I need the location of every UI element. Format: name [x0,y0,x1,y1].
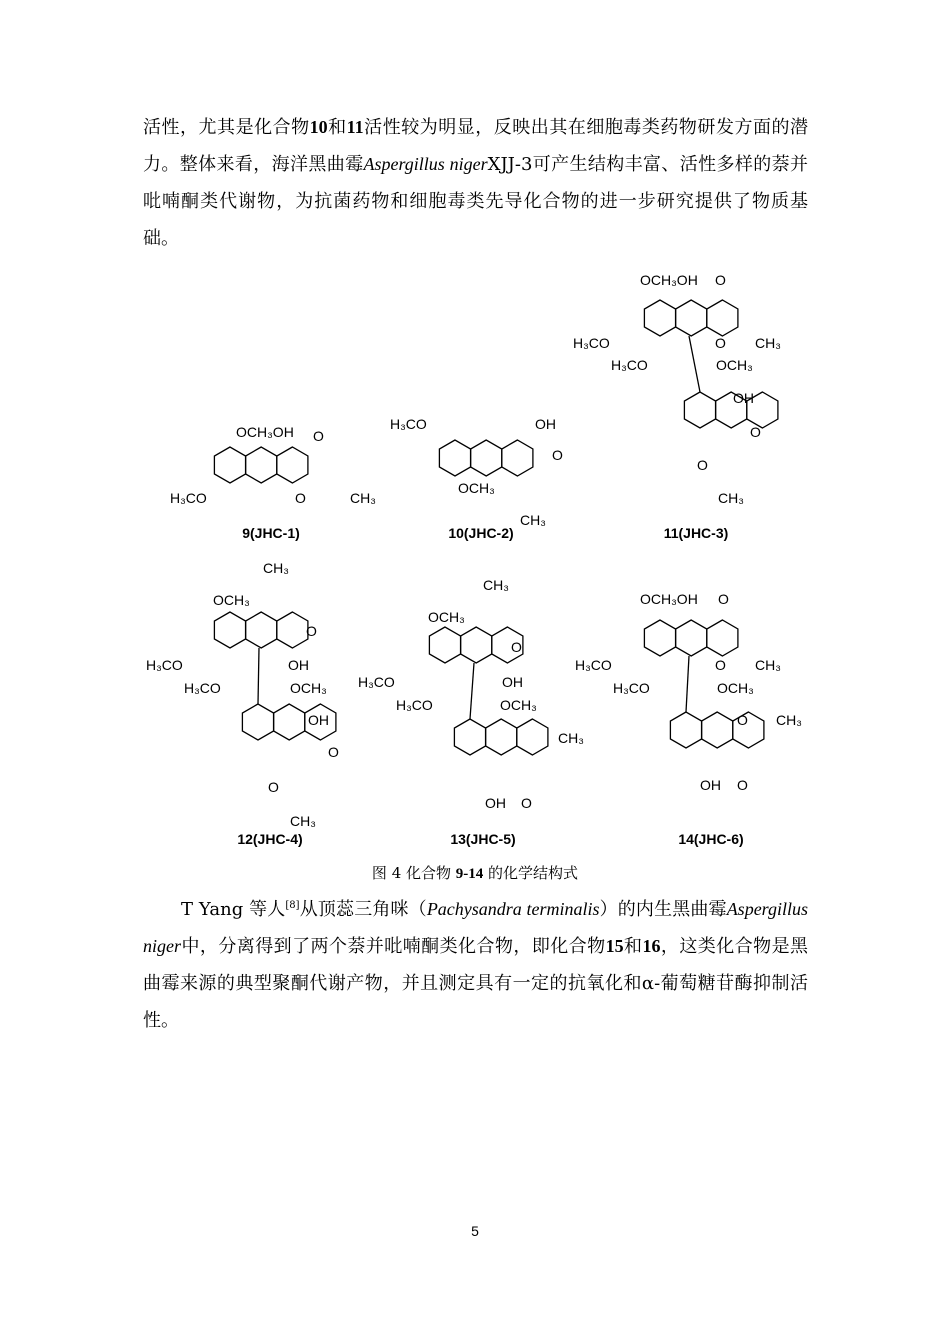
methoxy-label: H₃CO [390,416,427,432]
text-run: XJJ-3可产生结构丰富、活性多样的萘并吡喃酮类代谢物，为抗菌药物和细胞毒类先导化合物的进一步研究提供了物质基础。 [143,154,808,249]
methoxy-label: OCH₃ [716,357,753,373]
ring-oxygen-label: O [295,490,306,506]
ring [502,440,533,476]
methoxy-label: H₃CO [575,657,612,673]
ring-oxygen-label: O [715,657,726,673]
methoxy-label: H₃CO [184,680,221,696]
ring [214,447,245,483]
ring [429,627,460,663]
bond [470,663,474,719]
carbonyl-label: O [306,623,317,639]
compound-label-9: 9(JHC-1) [242,525,300,541]
text-run: 活性较为明显，反映出其在细胞毒类药物研发方面的潜力。整体来看，海洋黑曲霉 [143,117,809,175]
text-run: 活性，尤其是化合物 [143,117,310,138]
methoxy-hydroxy-label: OCH₃OH [640,591,698,607]
caption-prefix: 图 4 化合物 [371,864,456,882]
hydroxy-label: OH [733,390,754,406]
compound-number: 11 [346,117,364,137]
ring [246,612,277,648]
methoxy-label: OCH₃ [717,680,754,696]
methyl-label: CH₃ [558,730,584,746]
methyl-label: CH₃ [520,512,546,528]
ring [670,712,701,748]
compound-number: 16 [642,936,661,956]
compound-label-14: 14(JHC-6) [678,831,744,847]
methoxy-hydroxy-label: OCH₃OH [640,272,698,288]
methoxy-label: H₃CO [611,357,648,373]
ring [439,440,470,476]
ring [246,447,277,483]
species-name: Aspergillus niger [143,899,809,956]
ring [684,392,715,428]
ring-oxygen-label: O [268,779,279,795]
carbonyl-label: O [552,447,563,463]
text-run: 和 [327,117,347,138]
carbonyl-label: O [521,795,532,811]
species-name: Aspergillus niger [363,154,488,174]
ring [707,300,738,336]
ring [274,704,305,740]
hydroxy-label: OH [308,712,329,728]
compound-number: 15 [605,936,624,956]
methyl-label: CH₃ [755,657,781,673]
methyl-label: CH₃ [755,335,781,351]
carbonyl-label: O [718,591,729,607]
text-run: 和 [623,936,643,957]
ring [277,447,308,483]
methoxy-label: OCH₃ [458,480,495,496]
methoxy-hydroxy-label: OCH₃OH [236,424,294,440]
compound-label-12: 12(JHC-4) [237,831,303,847]
carbonyl-label: O [750,424,761,440]
figure-caption [0,862,950,883]
compound-number: 10 [309,117,328,137]
methoxy-label: H₃CO [396,697,433,713]
methyl-label: CH₃ [350,490,376,506]
methoxy-label: H₃CO [358,674,395,690]
methoxy-label: OCH₃ [428,609,465,625]
carbonyl-label: O [715,272,726,288]
text-run: T Yang 等人 [181,899,286,920]
hydroxy-label: OH [288,657,309,673]
bond [258,648,259,704]
text-run: ，这类化合物是黑曲霉来源的典型聚酮代谢产物，并且测定具有一定的抗氧化和α-葡萄糖苷酶抑制活性。 [143,936,809,1031]
ring [676,620,707,656]
bond [689,336,700,392]
methoxy-label: OCH₃ [290,680,327,696]
chemical-structures-figure [0,260,950,860]
species-name: Pachysandra terminalis [426,899,600,919]
hydroxy-label: OH [502,674,523,690]
methoxy-label: OCH₃ [500,697,537,713]
carbonyl-label: O [328,744,339,760]
ring [644,620,675,656]
carbonyl-label: O [737,777,748,793]
compound-label-11: 11(JHC-3) [663,525,729,541]
hydroxy-label: OH [700,777,721,793]
text-run: ）的内生黑曲霉 [599,899,727,920]
carbonyl-label: O [511,639,522,655]
methyl-label: CH₃ [718,490,744,506]
citation-ref: [8] [285,900,300,911]
compound-label-10: 10(JHC-2) [448,525,514,541]
hydroxy-label: OH [485,795,506,811]
ring-oxygen-label: O [715,335,726,351]
ring-oxygen-label: O [697,457,708,473]
bond [686,656,689,712]
methyl-label: CH₃ [290,813,316,829]
methoxy-label: OCH₃ [213,592,250,608]
body-paragraph-2 [143,891,808,1039]
body-paragraph-1 [143,109,808,257]
text-run: 中，分离得到了两个萘并吡喃酮类化合物，即化合物 [181,936,606,957]
ring [242,704,273,740]
methyl-label: CH₃ [483,577,509,593]
ring [517,719,548,755]
caption-suffix: 的化学结构式 [483,864,579,882]
structures-svg [0,260,950,860]
ring [644,300,675,336]
carbonyl-label: O [313,428,324,444]
ring [454,719,485,755]
ring [214,612,245,648]
ring [486,719,517,755]
ring-oxygen-label: O [737,712,748,728]
ring [471,440,502,476]
hydroxy-label: OH [535,416,556,432]
methoxy-label: H₃CO [573,335,610,351]
ring [702,712,733,748]
methoxy-label: H₃CO [170,490,207,506]
caption-compounds: 9-14 [455,866,484,882]
ring [676,300,707,336]
methoxy-label: H₃CO [146,657,183,673]
methoxy-label: H₃CO [613,680,650,696]
methyl-label: CH₃ [263,560,289,576]
page-number: 5 [471,1223,479,1239]
ring [707,620,738,656]
ring [461,627,492,663]
ring [277,612,308,648]
text-run: 从顶蕊三角咪（ [299,899,427,920]
compound-label-13: 13(JHC-5) [450,831,516,847]
methyl-label: CH₃ [776,712,802,728]
